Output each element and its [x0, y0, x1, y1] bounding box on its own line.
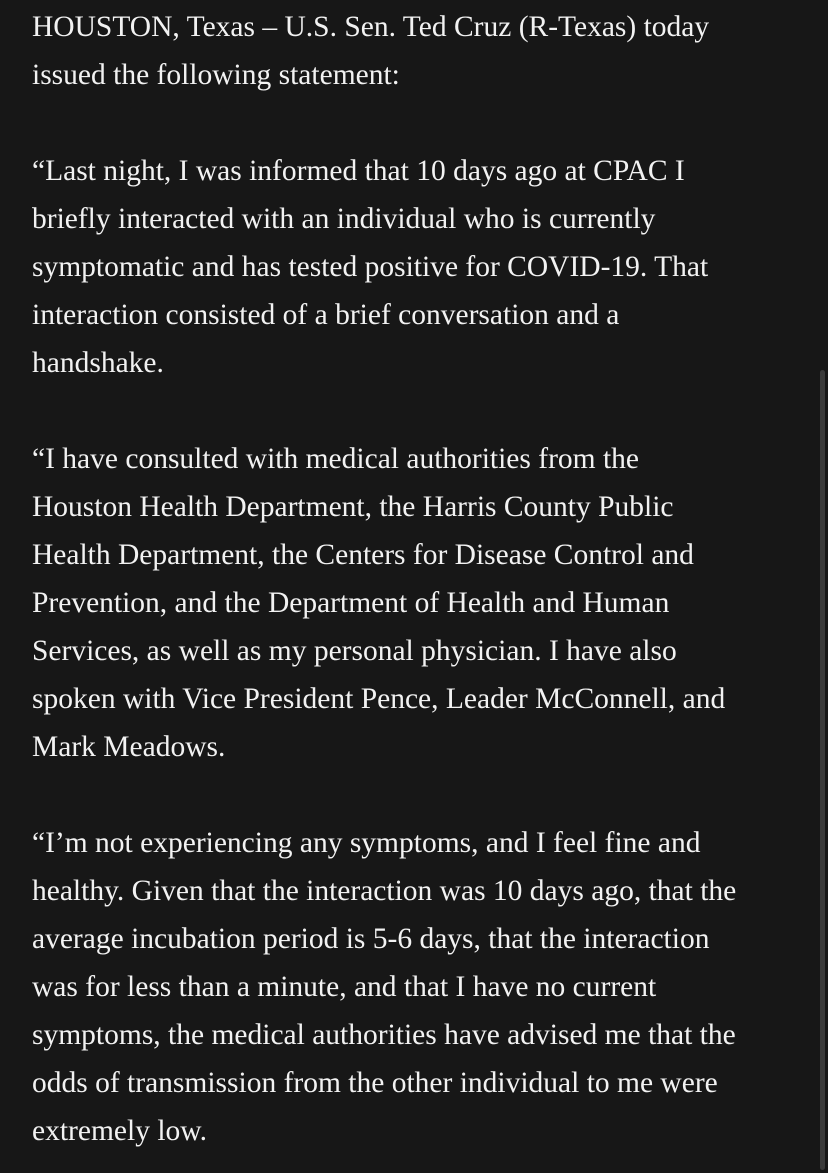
text-line: “Last night, I was informed that 10 days ago at CPAC I — [32, 155, 685, 187]
text-line: average incubation period is 5-6 days, that the interaction — [32, 923, 710, 955]
text-line: odds of transmission from the other individual to me were — [32, 1067, 718, 1099]
text-line: was for less than a minute, and that I have no current — [32, 971, 657, 1003]
quote-paragraph-3 — [32, 819, 812, 1155]
text-line: symptomatic and has tested positive for COVID-19. That — [32, 251, 709, 283]
text-line: healthy. Given that the interaction was 10 days ago, that the — [32, 875, 737, 907]
text-line: Health Department, the Centers for Disease Control and — [32, 539, 694, 571]
scrollbar[interactable] — [820, 370, 825, 1170]
text-line: “I’m not experiencing any symptoms, and I feel fine and — [32, 827, 701, 859]
text-line: interaction consisted of a brief conversation and a — [32, 299, 620, 331]
text-line: HOUSTON, Texas – U.S. Sen. Ted Cruz (R-Texas) today — [32, 11, 710, 43]
text-line: Services, as well as my personal physician. I have also — [32, 635, 677, 667]
quote-paragraph-1 — [32, 147, 812, 387]
text-line: extremely low. — [32, 1115, 208, 1147]
statement-document — [32, 3, 812, 1155]
text-line: Houston Health Department, the Harris County Public — [32, 491, 674, 523]
text-line: issued the following statement: — [32, 59, 400, 91]
text-line: Prevention, and the Department of Health and Human — [32, 587, 670, 619]
text-line: handshake. — [32, 347, 164, 379]
text-line: briefly interacted with an individual who is currently — [32, 203, 656, 235]
dateline-paragraph — [32, 3, 812, 99]
text-line: Mark Meadows. — [32, 731, 226, 763]
text-line: “I have consulted with medical authorities from the — [32, 443, 640, 475]
quote-paragraph-2 — [32, 435, 812, 771]
text-line: spoken with Vice President Pence, Leader McConnell, and — [32, 683, 726, 715]
text-line: symptoms, the medical authorities have advised me that the — [32, 1019, 736, 1051]
